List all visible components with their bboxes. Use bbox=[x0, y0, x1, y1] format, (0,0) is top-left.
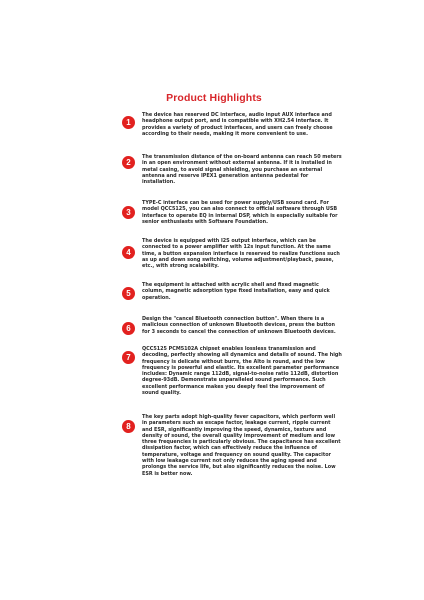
page-title: Product Highlights bbox=[166, 92, 262, 104]
number-badge: 3 bbox=[122, 206, 135, 219]
number-badge: 5 bbox=[122, 287, 135, 300]
number-badge: 1 bbox=[122, 116, 135, 129]
highlight-text: The device is equipped with I2S output interface, which can be connected to a power amplifier with 12s input function. At the same time, a button expansion interface is reserved to realize functions such as up and down song switching, volume adjustment/playback, pause, etc., with strong scalability. bbox=[142, 238, 340, 270]
highlight-text: The transmission distance of the on-board antenna can reach 50 meters in an open environment without external antenna. If it is installed in metal casing, to avoid signal shielding, you purchase an external antenna and reserve IPEX1 generation antenna pedestal for installation. bbox=[142, 154, 342, 186]
number-badge: 4 bbox=[122, 246, 135, 259]
highlight-text: The key parts adopt high-quality fever capacitors, which perform well in parameters such as escape factor, leakage current, ripple current and ESR, significantly improving the speed, dynamics, texture and density of sound, the overall quality improvement of medium and low three frequencies is particularly obvious. The capacitance has excellent dissipation factor, which can effectively reduce the influence of temperature, voltage and frequency on sound quality. The capacitor with low leakage current not only reduces the aging speed and prolongs the service life, but also significantly reduces the noise. Low ESR is better now. bbox=[142, 414, 341, 477]
number-badge: 8 bbox=[122, 420, 135, 433]
number-badge: 6 bbox=[122, 322, 135, 335]
highlight-text: TYPE-C interface can be used for power supply/USB sound card. For model QCC5125, you can also connect to official software through USB interface to operate EQ in internal DSP, which is especially suitable for senior enthusiasts with Software Foundation. bbox=[142, 200, 338, 225]
product-highlights-panel bbox=[80, 86, 348, 536]
highlight-text: Design the "cancel Bluetooth connection button". When there is a malicious connection of unknown Bluetooth devices, press the button for 3 seconds to cancel the connection of unknown Bluetooth devices. bbox=[142, 316, 336, 335]
number-badge: 2 bbox=[122, 156, 135, 169]
number-badge: 7 bbox=[122, 351, 135, 364]
highlight-text: The device has reserved DC interface, audio input AUX interface and headphone output port, and is compatible with XH2.54 interface. It provides a variety of product interfaces, and users can freely choose according to their needs, making it more convenient to use. bbox=[142, 112, 333, 137]
highlight-text: QCC5125 PCM5102A chipset enables lossless transmission and decoding, perfectly showing all dynamics and details of sound. The high frequency is delicate without burrs, the Alto is round, and the low frequency is powerful and elastic. Its excellent parameter performance includes: Dynamic range 112dB, signal-to-noise ratio 112dB, distortion degree-93dB. Demonstrate unparalleled sound performance. Such excellent performance makes you deeply feel the improvement of sound quality. bbox=[142, 346, 342, 397]
highlight-text: The equipment is attached with acrylic shell and fixed magnetic column, magnetic adsorption type fixed installation, easy and quick operation. bbox=[142, 282, 330, 301]
